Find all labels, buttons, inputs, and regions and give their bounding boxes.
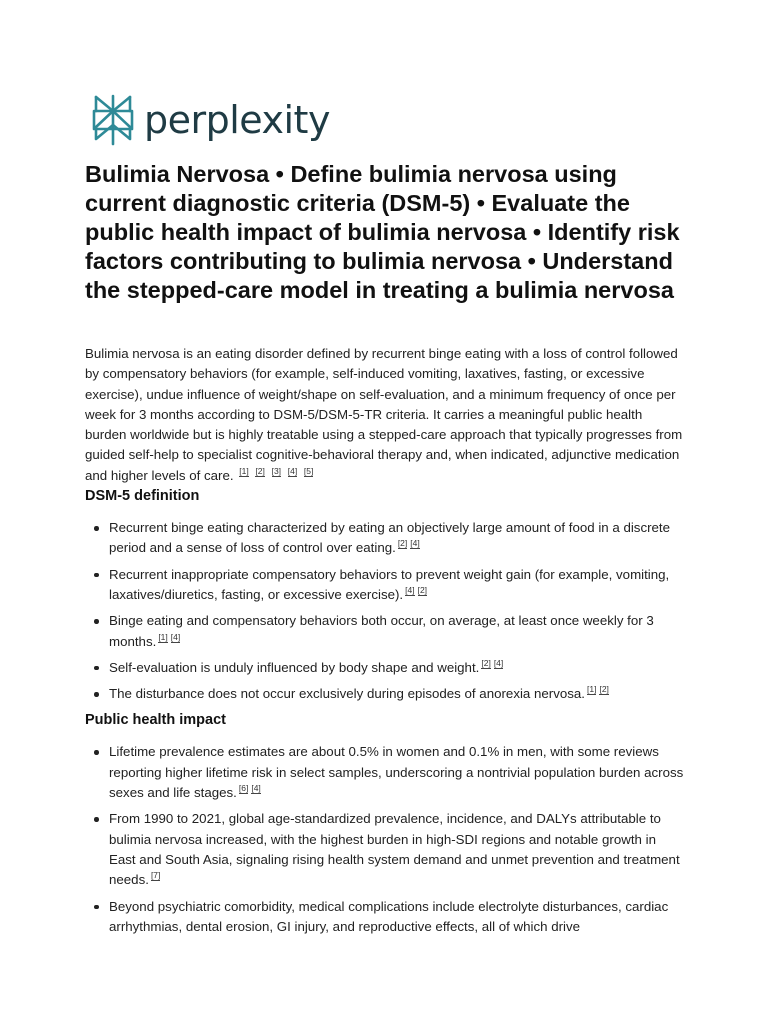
list-item-text: The disturbance does not occur exclusively during episodes of anorexia nervosa.: [109, 686, 586, 702]
perplexity-logo-icon: [92, 94, 134, 146]
citation-link[interactable]: [2]: [417, 584, 428, 595]
citation-link[interactable]: [4]: [405, 584, 415, 595]
list-item: [85, 611, 685, 652]
list-item: [85, 742, 685, 803]
citation-link[interactable]: [1]: [239, 465, 249, 476]
list-item-text: Beyond psychiatric comorbidity, medical complications include electrolyte disturbances, cardiac arrhythmias, dental erosion, GI injury, and reproductive effects, all of which drive: [109, 898, 669, 934]
list-item: [85, 684, 685, 704]
logo-wordmark: perplexity: [144, 98, 330, 142]
list-item: [85, 809, 685, 890]
citation-link[interactable]: [1]: [158, 631, 168, 642]
citation-link[interactable]: [4]: [251, 783, 261, 794]
section-heading-dsm5: DSM-5 definition: [85, 488, 200, 505]
citation-link[interactable]: [2]: [599, 684, 609, 695]
list-item: [85, 897, 685, 938]
citation-link[interactable]: [6]: [238, 783, 249, 794]
citation-link[interactable]: [4]: [410, 538, 420, 549]
intro-text: Bulimia nervosa is an eating disorder defined by recurrent binge eating with a loss of control followed by compensatory behaviors (for example, self-induced vomiting, laxatives, fasting, or excessive exercise), undue influence of weight/shape on self-evaluation, and a minimum frequency of once per week for 3 months according to DSM-5/DSM-5-TR criteria. It carries a meaningful public health burden worldwide but is highly treatable using a stepped-care approach that typically progresses from guided self-help to specialist cognitive-behavioral therapy and, when indicated, adjunctive medication and higher levels of care.: [85, 346, 683, 483]
intro-paragraph: [85, 344, 685, 486]
list-item-text: From 1990 to 2021, global age-standardized prevalence, incidence, and DALYs attributable to bulimia nervosa increased, with the highest burden in high-SDI regions and notable growth in East and South Asia, signaling rising health system demand and unmet prevention and treatment needs.: [109, 811, 680, 888]
list-item: [85, 565, 685, 606]
perplexity-logo: [92, 94, 330, 146]
list-item-text: Recurrent inappropriate compensatory behaviors to prevent weight gain (for example, vomiting, laxatives/diuretics, fasting, or excessive exercise).: [109, 566, 670, 602]
citation-link[interactable]: [5]: [303, 465, 314, 476]
citation-link[interactable]: [4]: [170, 631, 181, 642]
public-health-list: [85, 742, 685, 937]
dsm5-criteria-list: [85, 518, 685, 704]
list-item-text: Recurrent binge eating characterized by eating an objectively large amount of food in a discrete period and a sense of loss of control over eating.: [109, 520, 671, 556]
citation-link[interactable]: [4]: [493, 657, 504, 668]
list-item-text: Self-evaluation is unduly influenced by body shape and weight.: [109, 659, 480, 675]
citation-link[interactable]: [2]: [397, 538, 408, 549]
citation-link[interactable]: [2]: [481, 657, 491, 668]
article-body: [85, 344, 685, 943]
list-item-text: Lifetime prevalence estimates are about 0.5% in women and 0.1% in men, with some reviews reporting higher lifetime risk in select samples, underscoring a nontrivial population burden across sexes and life stages.: [109, 744, 684, 801]
list-item-text: Binge eating and compensatory behaviors both occur, on average, at least once weekly for 3 months.: [109, 613, 654, 649]
citation-link[interactable]: [4]: [287, 465, 298, 476]
citation-link[interactable]: [2]: [255, 465, 265, 476]
citation-link[interactable]: [3]: [271, 465, 282, 476]
citation-link[interactable]: [1]: [587, 684, 597, 695]
list-item: [85, 518, 685, 559]
section-heading-public-health: Public health impact: [85, 712, 226, 729]
page-title: Bulimia Nervosa • Define bulimia nervosa using current diagnostic criteria (DSM-5) • Evaluate the public health impact of bulimia nervosa • Identify risk factors contributing to bulimia nervosa • Understand the stepped-care model in treating a bulimia nervosa: [85, 161, 680, 303]
list-item: [85, 658, 685, 678]
citation-link[interactable]: [7]: [150, 870, 161, 881]
